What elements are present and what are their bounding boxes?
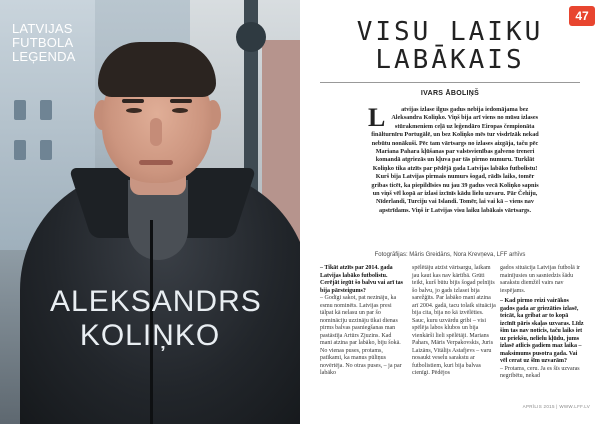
lead-text: atvijas izlase ilgus gadus nebija iedomājama bez Aleksandra Koliņko. Viņš bija arī viens no mūsu izlases stūrakmeniem ceļā uz leģendāro Eiropas čempionāta finālturnīru Portugālē, un bez Koliņko mēs tur visdrīzāk nekad nebūtu nonākuši. Pēc tam vārtsargs no izlases aizgāja, taču pēc Mariana Pahara kļūšanas par valstsvienības galveno treneri komandā atgriezās un kļuva par tās pirmo numuru. Turklāt Koliņko tika atzīts par pēdējā gada Latvijas labāko futbolistu! Kurš bija Latvijas pirmais numurs šogad, rādīs laiks, tomēr gribas ticēt, ka piepildīsies nu jau 39 gadus vecā Koliņko sapnis un viņš vēl kopā ar izlasi izcīnīs kādu lielu uzvaru. Pār Čehiju, Nīderlandi, Turciju vai Islandi. Tomēr, lai vai kā – viens nav apstrīdams. Viņš ir Latvijas visu laiku labākais vārtsargs. [371,106,539,214]
player-brow [122,99,144,103]
interview-question: – Kad pirmo reizi vairākos gados gada ar griezāties izlasē, teicāt, ka gribat ar to kopā izcīnīt pāris skaļas uzvaras. Līdz šim tas nav noticis, taču laiks iet uz priekšu, nelielu kļūdu, jums izlasē atlicis gadiem maz laika – maksimums pusotra gada. Vai vēl cerat uz šīm uzvarām? [500,298,584,364]
headline-line: LABĀKAIS [375,45,525,75]
player-nose [150,118,162,146]
photo-credit: Fotogrāfijas: Māris Greidāns, Nora Krevņeva, LFF arhīvs [374,252,526,258]
text-column-1 [320,265,404,378]
player-last-name: KOLIŅKO [79,319,221,352]
interview-answer: – Godīgi sakot, pat nezināju, ka esmu nominēts. Latvijas presi tālpat kā nelasu un par šo nomināciju uzzināju tikai dienas pirms balvas pasniegšanas man pastāstīja Artūrs Zjuzins. Kad mani atzina par labāko, biju šokā. No vienas puses, protams, patīkami, ka manus pūliņus novērtēja. No otras puses, – ja par labāko [320,295,402,376]
series-label [12,22,122,64]
interview-answer: gados situācija Latvijas futbolā ir mainījusies un sasniedzis šādu sarakstu diemžēl vairs nav iespējams. [500,265,580,294]
series-label-line: LEĢENDA [12,49,76,64]
headline-line: VISU LAIKU [356,17,544,47]
player-eye [126,108,142,113]
player-brow [170,99,192,103]
building-window [14,100,26,120]
player-eye [172,108,188,113]
building-window [40,100,52,120]
player-first-name: ALEKSANDRS [50,285,262,318]
article-page [300,0,600,424]
lead-paragraph [368,103,542,215]
interview-question: – Tikāt atzīts par 2014. gada Latvijas labāko futbolistu. Cerējāt iegūt šo balvu vai arī tas bija pārsteigums? [320,265,403,294]
page-footer: APRĪLIS 2015 | WWW.LFF.LV [522,404,590,409]
player-name [50,285,262,353]
drop-cap: L [368,103,386,132]
text-column-3 [500,265,584,381]
headline [320,18,580,74]
page-number-badge: 47 [569,6,595,26]
text-column-2 [412,265,496,378]
divider [320,82,580,83]
street-lamp [236,22,266,52]
interview-answer: – Protams, ceru. Ja es šīs uzvaras negribētu, nekad [500,365,580,379]
player-mouth [139,160,173,165]
building-window [14,140,26,160]
series-label-line: FUTBOLA [12,35,74,50]
interview-answer: spēlētāju atzīst vārtsargu, laikam jau kaut kas nav kārtībā. Grūti teikt, kurš būtu bijis šogad pelnījis šo balvu, jo gads izlasei bija sarežģīts. Par labāko mani atzina arī 2004. gadā, tacu tolaik situācija bija cita, bija no kā izvēlēties. Sauc, kuru uzvārdu gribi – visi spēlēja labos klubos un bija vienkārši lieli spēlētāji. Marians Pahars, Māris Verpakovskis, Juris Laizāns, Vitālijs Astafjevs – varu nosaukt veselu sarakstu ar futbolistiem, kuri bija balvas cienīgi. Pēdējos [412,265,496,376]
building-window [40,140,52,160]
series-label-line: LATVIJAS [12,21,73,36]
author-byline: IVARS ĀBOLIŅŠ [420,90,480,97]
